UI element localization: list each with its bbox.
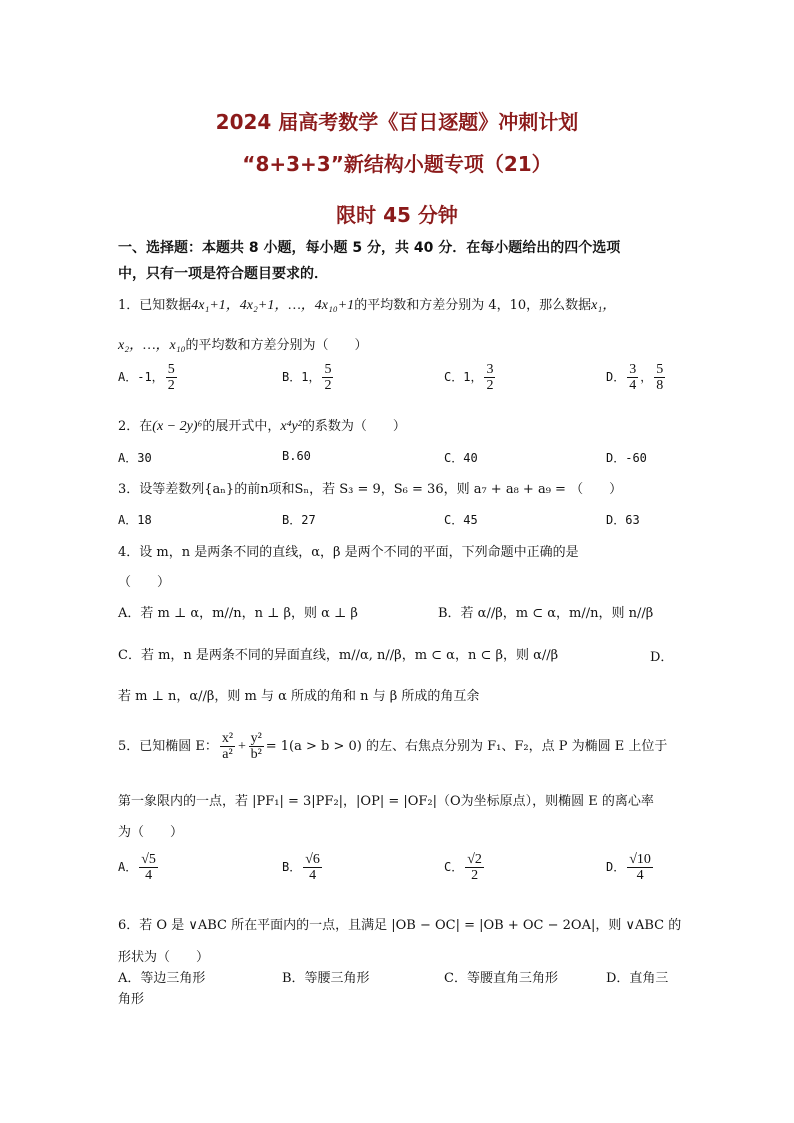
q1-stem-b: 的平均数和方差分别为 4，10，那么数据: [354, 298, 592, 313]
q1-d-frac-1: [627, 362, 638, 393]
section-line-2: 中，只有一项是符合题目要求的．: [118, 266, 328, 282]
q6-option-a: A．等边三角形: [118, 971, 206, 986]
question-5-line-1: [118, 731, 667, 762]
q6-option-c: C．等腰直角三角形: [444, 971, 558, 986]
q2-expr: (x − 2y)⁶: [152, 419, 203, 434]
q2-stem-a: 2．在: [118, 419, 153, 434]
q2-term: x⁴y²: [280, 419, 302, 434]
q5-fy-den: b²: [250, 747, 262, 762]
exam-title: 2024 届高考数学《百日逐题》冲刺计划: [215, 110, 579, 134]
q1-d-frac-2: [654, 362, 665, 393]
q1-a-label: A．-1，: [118, 370, 164, 384]
q2-stem-b: 的展开式中，: [202, 419, 281, 434]
q5-d-label: D．: [606, 860, 626, 874]
q1-option-c: [444, 362, 497, 393]
q1-d-den-2: 8: [656, 378, 664, 393]
section-heading: [118, 235, 688, 287]
q1-option-b: [282, 362, 335, 393]
q5-b-den: 4: [309, 868, 317, 883]
q2-option-b: B.60: [282, 449, 311, 463]
q2-stem-c: 的系数为（ ）: [301, 419, 406, 434]
q1-option-a: [118, 362, 179, 393]
q1-terms: 4x₁+1，4x₂+1，…，4x₁₀+1: [191, 298, 355, 313]
q5-c-frac: [465, 852, 484, 883]
q4-option-c: C．若 m，n 是两条不同的异面直线，m//α, n//β，m ⊂ α，n ⊂ β，则 α//β: [118, 648, 559, 663]
q4-option-d-label: D．: [650, 650, 674, 665]
q6-option-d-cont: 角形: [118, 992, 145, 1007]
q5-a-label: A．: [118, 860, 138, 874]
q5-b-label: B．: [282, 860, 302, 874]
q1-b-num: 5: [324, 362, 332, 377]
q1-d-den-1: 4: [629, 378, 637, 393]
q5-d-den: 4: [636, 868, 644, 883]
q5-c-label: C．: [444, 860, 464, 874]
q5-a-num: √5: [141, 852, 156, 867]
q2-option-a: A．30: [118, 451, 152, 465]
question-3: 3．设等差数列{aₙ}的前n项和Sₙ，若 S₃ = 9，S₆ = 36，则 a₇ + a₈ + a₉ = （ ）: [118, 482, 623, 497]
q1-d-num-1: 3: [629, 362, 637, 377]
question-4-line-2: （ ）: [118, 575, 171, 590]
q5-a-den: 4: [145, 868, 153, 883]
q5-fx-den: a²: [222, 747, 233, 762]
q5-fx-num: x²: [221, 731, 234, 746]
exam-subtitle: “8+3+3”新结构小题专项（21）: [242, 152, 552, 176]
question-1-line-1: [118, 294, 616, 314]
q1-stem-c: 的平均数和方差分别为（ ）: [185, 338, 368, 353]
q1-b-den: 2: [324, 378, 332, 393]
q1-b-frac: [322, 362, 333, 393]
q5-option-c: [444, 852, 486, 883]
q1-d-sep: ，: [640, 370, 653, 384]
q5-option-a: [118, 852, 160, 883]
q3-option-b: B．27: [282, 513, 316, 527]
q2-option-d: D．-60: [606, 451, 647, 465]
q1-a-den: 2: [167, 378, 175, 393]
q1-a-num: 5: [167, 362, 175, 377]
q1-x2: x₂，…，: [118, 338, 170, 353]
q1-x1: x₁，: [591, 298, 617, 313]
q5-stem-b: = 1(a > b > 0) 的左、右焦点分别为 F₁、F₂，点 P 为椭圆 E 上位于: [265, 739, 668, 754]
q6-option-b: B．等腰三角形: [282, 971, 370, 986]
question-6-line-2: 形状为（ ）: [118, 950, 210, 965]
q5-option-d: [606, 852, 655, 883]
q5-c-num: √2: [467, 852, 482, 867]
q1-c-den: 2: [486, 378, 494, 393]
q1-stem-a: 1．已知数据: [118, 298, 192, 313]
q6-option-d: D．直角三: [606, 971, 669, 986]
q5-frac-y: [249, 731, 264, 762]
question-6-line-1: 6．若 O 是 ∨ABC 所在平面内的一点，且满足 |OB − OC| = |OB + OC − 2OA|，则 ∨ABC 的: [118, 918, 682, 933]
q5-d-num: √10: [629, 852, 651, 867]
question-1-line-2: [118, 334, 368, 354]
q5-a-frac: [139, 852, 158, 883]
q3-option-d: D．63: [606, 513, 640, 527]
q1-d-label: D．: [606, 370, 626, 384]
q5-b-frac: [303, 852, 322, 883]
q1-x10: x₁₀: [169, 338, 186, 353]
q5-c-den: 2: [471, 868, 479, 883]
q3-option-a: A．18: [118, 513, 152, 527]
section-line-1: 一、选择题：本题共 8 小题，每小题 5 分，共 40 分．在每小题给出的四个选项: [118, 240, 621, 256]
q2-option-c: C．40: [444, 451, 478, 465]
q1-option-d: [606, 362, 667, 393]
q4-option-a: A．若 m ⊥ α，m//n，n ⊥ β，则 α ⊥ β: [118, 606, 358, 621]
q1-c-frac: [484, 362, 495, 393]
q4-option-b: B．若 α//β，m ⊂ α，m//n，则 n//β: [438, 606, 654, 621]
question-5-line-3: 为（ ）: [118, 825, 184, 840]
question-2: [118, 415, 406, 435]
question-5-line-2: 第一象限内的一点，若 |PF₁| = 3|PF₂|，|OP| = |OF₂|（O为坐标原点），则椭圆 E 的离心率: [118, 794, 654, 809]
q5-fy-num: y²: [250, 731, 262, 746]
q5-stem-a: 5．已知椭圆 E：: [118, 739, 218, 754]
question-4-line-1: 4．设 m，n 是两条不同的直线，α，β 是两个不同的平面，下列命题中正确的是: [118, 545, 579, 560]
q1-c-label: C．1，: [444, 370, 483, 384]
time-limit: 限时 45 分钟: [336, 203, 458, 227]
q1-c-num: 3: [486, 362, 494, 377]
q3-option-c: C．45: [444, 513, 478, 527]
q1-d-num-2: 5: [656, 362, 664, 377]
q1-a-frac: [166, 362, 177, 393]
q5-option-b: [282, 852, 324, 883]
q4-option-d: 若 m ⊥ n，α//β，则 m 与 α 所成的角和 n 与 β 所成的角互余: [118, 689, 480, 704]
q5-plus: +: [237, 739, 247, 754]
q5-d-frac: [627, 852, 653, 883]
q5-b-num: √6: [305, 852, 320, 867]
q5-frac-x: [220, 731, 235, 762]
q1-b-label: B．1，: [282, 370, 321, 384]
